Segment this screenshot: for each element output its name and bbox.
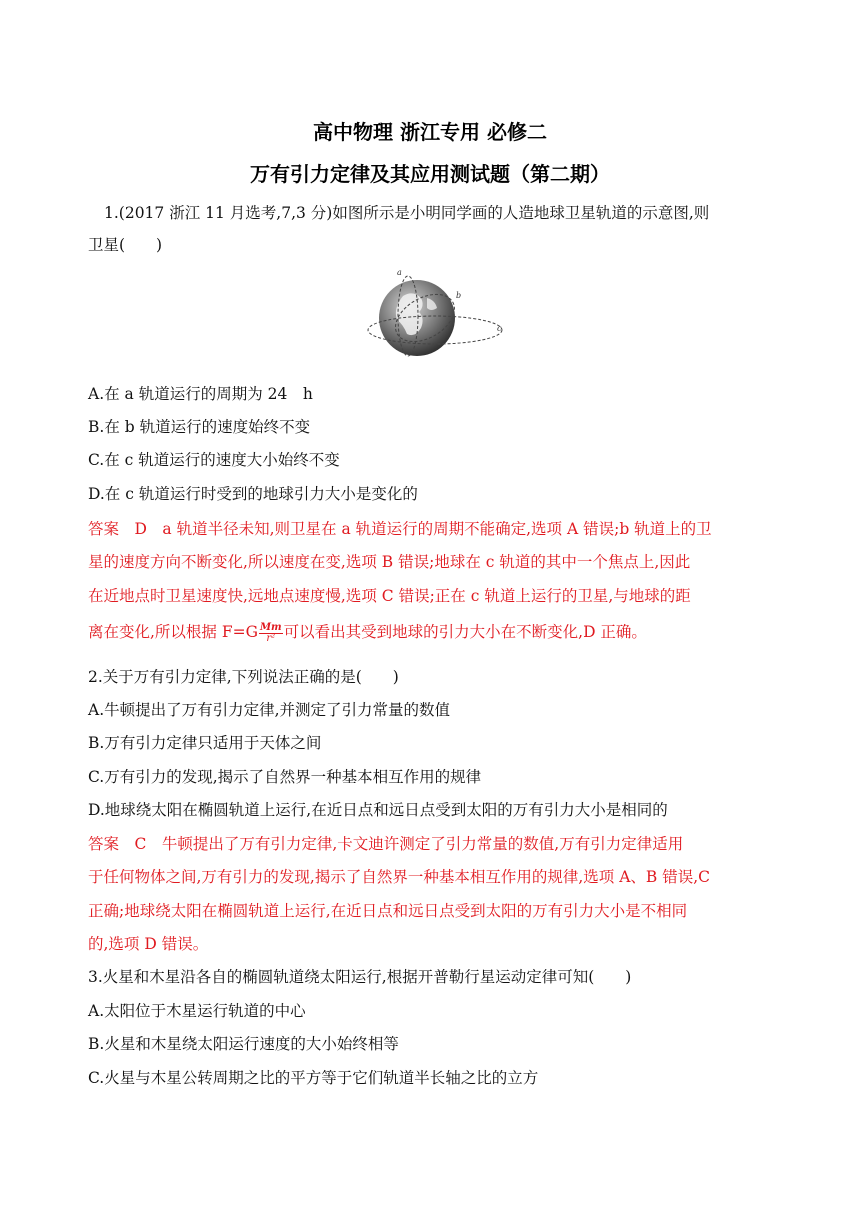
label-b: b	[456, 291, 462, 300]
q2-answer-line4: 的,选项 D 错误。	[88, 935, 209, 953]
q2-answer-line1: 答案 C 牛顿提出了万有引力定律,卡文迪许测定了引力常量的数值,万有引力定律适用	[88, 835, 684, 853]
q2-option-b: B.万有引力定律只适用于天体之间	[88, 734, 322, 752]
q1-stem-line1: 1.(2017 浙江 11 月选考,7,3 分)如图所示是小明同学画的人造地球卫星轨道的示意图,则	[104, 204, 710, 222]
q3-option-c: C.火星与木星公转周期之比的平方等于它们轨道半长轴之比的立方	[88, 1069, 539, 1087]
q1-answer-post: 可以看出其受到地球的引力大小在不断变化,D 正确。	[283, 623, 647, 641]
gravity-formula: $\frac{Mm}{\text{r²}}$	[259, 621, 282, 644]
satellite-orbit-figure	[355, 268, 505, 360]
q2-stem: 2.关于万有引力定律,下列说法正确的是( )	[88, 668, 399, 686]
q3-stem: 3.火星和木星沿各自的椭圆轨道绕太阳运行,根据开普勒行星运动定律可知( )	[88, 968, 632, 986]
q1-answer-line2: 星的速度方向不断变化,所以速度在变,选项 B 错误;地球在 c 轨道的其中一个焦点上,因此	[88, 553, 691, 571]
q2-option-a: A.牛顿提出了万有引力定律,并测定了引力常量的数值	[88, 701, 451, 719]
q1-answer-line3: 在近地点时卫星速度快,远地点速度慢,选项 C 错误;正在 c 轨道上运行的卫星,与地球的距	[88, 587, 691, 605]
q2-option-c: C.万有引力的发现,揭示了自然界一种基本相互作用的规律	[88, 768, 482, 786]
q1-answer-pre: 离在变化,所以根据 F=G	[88, 623, 258, 641]
q1-answer-line1: 答案 D a 轨道半径未知,则卫星在 a 轨道运行的周期不能确定,选项 A 错误;b 轨道上的卫	[88, 520, 712, 538]
q1-option-d: D.在 c 轨道运行时受到的地球引力大小是变化的	[88, 485, 418, 503]
doc-title: 高中物理 浙江专用 必修二	[313, 120, 547, 144]
q2-answer-line2: 于任何物体之间,万有引力的发现,揭示了自然界一种基本相互作用的规律,选项 A、B 错误,C	[88, 868, 711, 886]
q3-option-b: B.火星和木星绕太阳运行速度的大小始终相等	[88, 1035, 399, 1053]
q2-answer-line3: 正确;地球绕太阳在椭圆轨道上运行,在近日点和远日点受到太阳的万有引力大小是不相同	[88, 902, 688, 920]
q1-stem-line2: 卫星( )	[88, 236, 163, 254]
q1-answer-line4	[88, 622, 778, 644]
q1-option-c: C.在 c 轨道运行的速度大小始终不变	[88, 451, 340, 469]
q3-option-a: A.太阳位于木星运行轨道的中心	[88, 1002, 306, 1020]
q1-option-b: B.在 b 轨道运行的速度始终不变	[88, 418, 311, 436]
label-a: a	[397, 268, 402, 277]
doc-subtitle: 万有引力定律及其应用测试题（第二期）	[250, 162, 610, 186]
q1-option-a: A.在 a 轨道运行的周期为 24 h	[88, 385, 313, 403]
label-c: c	[497, 324, 502, 333]
q2-option-d: D.地球绕太阳在椭圆轨道上运行,在近日点和远日点受到太阳的万有引力大小是相同的	[88, 801, 668, 819]
